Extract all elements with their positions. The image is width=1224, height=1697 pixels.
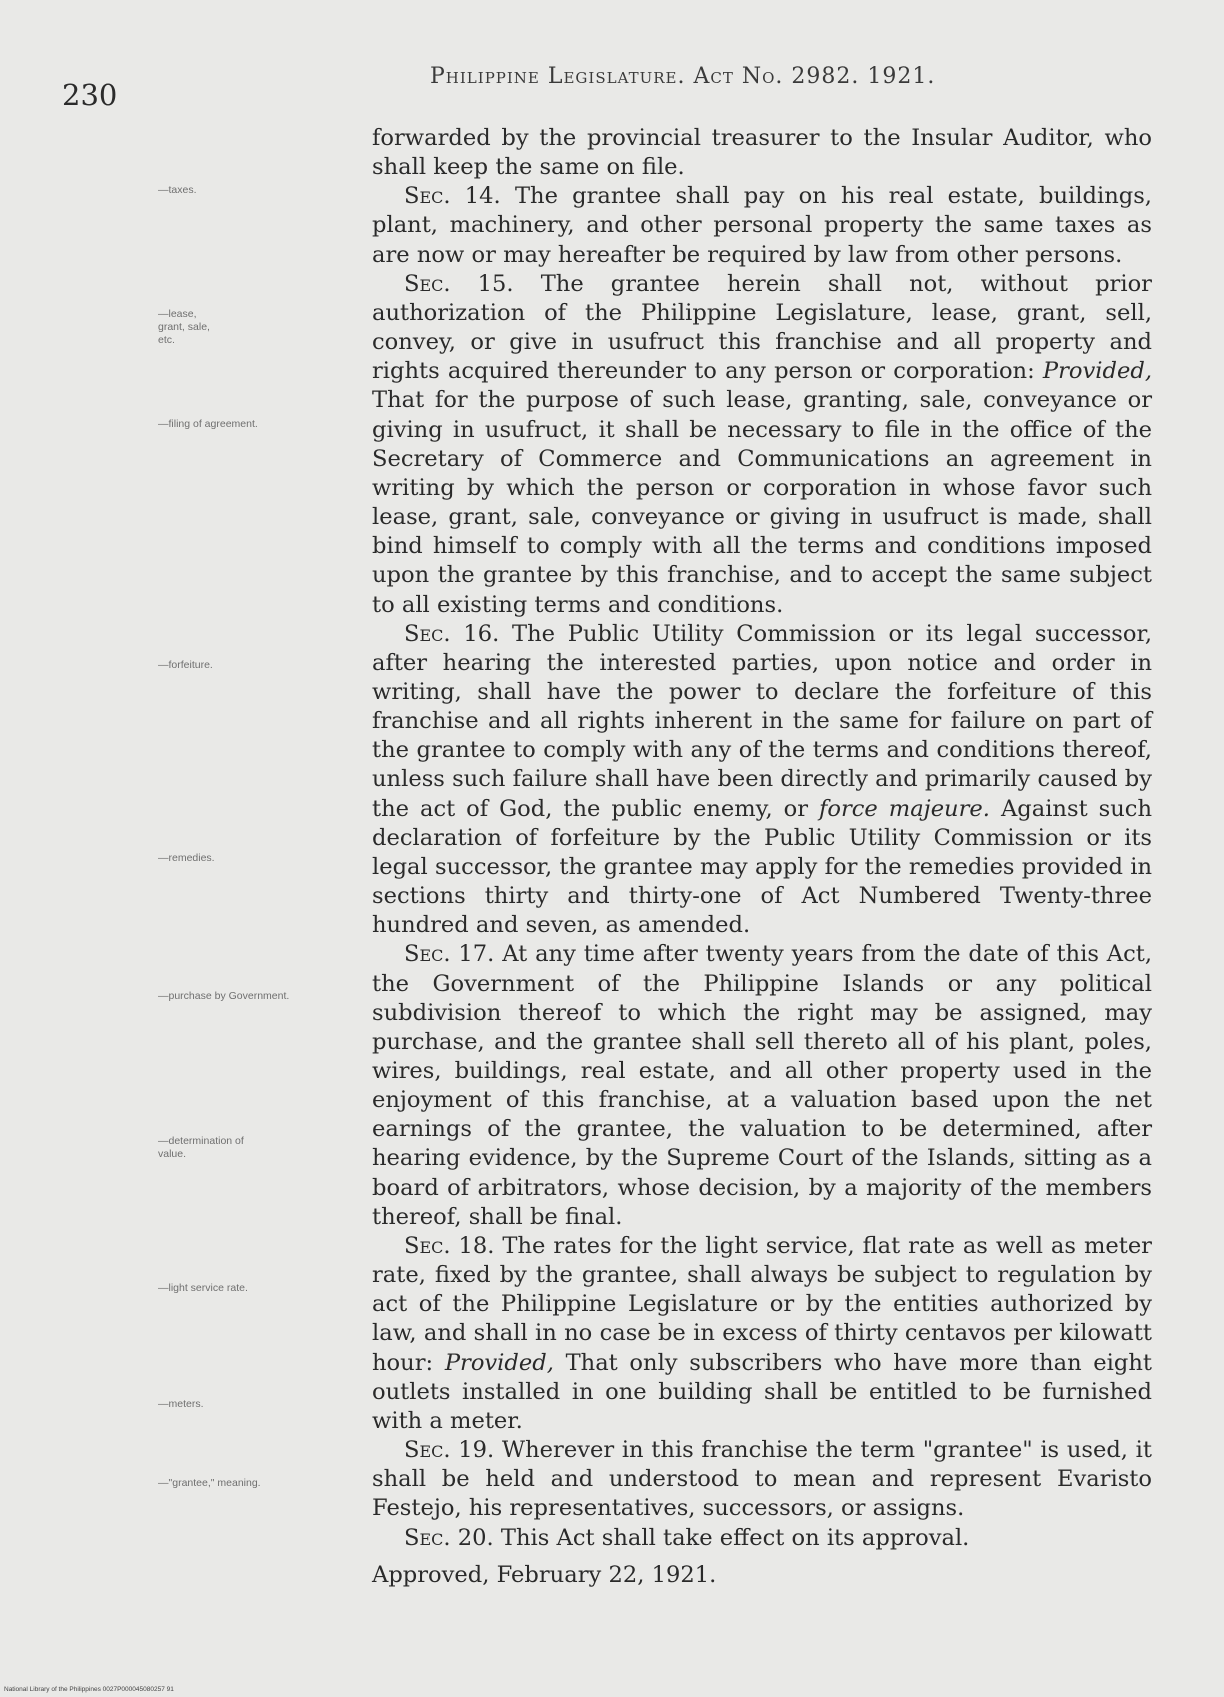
page-number: 230 [62,78,118,112]
section-text: Against such declaration of forfeiture by the Public Utility Commission or its legal successor, the grantee may apply for the remedies provided in sections thirty and thirty-one of Act Numbered Twenty-three hundred and seven, as amended. [372,795,1152,939]
running-head: Philippine Legislature. Act No. 2982. 1921. [430,64,936,89]
section-text: The grantee shall pay on his real estate, buildings, plant, machinery, and other personal property the same taxes as are now or may hereafter be required by law from other persons. [372,183,1152,268]
margin-note-forfeiture: —forfeiture. [158,659,213,671]
section-16 [372,620,1152,941]
margin-note-meters: —meters. [158,1398,204,1410]
margin-note-determination: —determination of value. [158,1135,244,1160]
section-18 [372,1232,1152,1436]
paragraph-continuation: forwarded by the provincial treasurer to the Insular Auditor, who shall keep the same on file. [372,125,1152,181]
section-text: The Public Utility Commission or its legal successor, after hearing the interested parties, upon notice and order in writing, shall have the power to declare the forfeiture of this franchise and all rights inherent in the same for failure on part of the grantee to comply with any of the terms and conditions thereof, unless such failure shall have been directly and primarily caused by the act of God, the public enemy, or [372,620,1153,822]
act-text [372,124,1152,1590]
section-text: The rates for the light service, flat rate as well as meter rate, fixed by the grantee, shall always be subject to regulation by act of the Philippine Legislature or by the entities authorized by law, and shall in no case be in excess of thirty centavos per kilowatt hour: [372,1232,1152,1376]
section-text: That for the purpose of such lease, granting, sale, conveyance or giving in usufruct, it shall be necessary to file in the office of the Secretary of Commerce and Communications an agreement in writing by which the person or corporation in whose favor such lease, grant, sale, conveyance or giving in usufruct is made, shall bind himself to comply with all the terms and conditions imposed upon the grantee by this franchise, and to accept the same subject to all existing terms and conditions. [372,387,1152,618]
approval-date: Approved, February 22, 1921. [372,1561,717,1588]
section-19 [372,1436,1152,1523]
margin-note-light-rate: —light service rate. [158,1282,248,1294]
section-number: Sec. 19. [404,1437,495,1464]
scan-footer-note: National Library of the Philippines 0027P000045080257 91 [4,1686,174,1693]
proviso-keyword: Provided, [444,1349,554,1376]
section-text: That only subscribers who have more than eight outlets installed in one building shall be entitled to be furnished with a meter. [372,1349,1152,1434]
proviso-keyword: Provided, [1042,358,1152,385]
margin-note-grantee-meaning: —"grantee," meaning. [158,1477,261,1489]
margin-note-filing: —filing of agreement. [158,418,258,430]
section-number: Sec. 20. [404,1524,494,1551]
margin-note-lease: —lease, grant, sale, etc. [158,308,210,346]
section-text: This Act shall take effect on its approval. [493,1524,970,1551]
margin-note-purchase: —purchase by Government. [158,990,290,1002]
section-text: Wherever in this franchise the term "grantee" is used, it shall be held and understood to mean and represent Evaristo Festejo, his representatives, successors, or assigns. [372,1437,1152,1522]
section-number: Sec. 16. [404,620,500,647]
section-20 [372,1524,1152,1553]
section-text: At any time after twenty years from the date of this Act, the Government of the Philippine Islands or any political subdivision thereof to which the right may be assigned, may purchase, and the grantee shall sell thereto all of his plant, poles, wires, buildings, real estate, and all other property used in the enjoyment of this franchise, at a valuation based upon the net earnings of the grantee, the valuation to be determined, after hearing evidence, by the Supreme Court of the Islands, sitting as a board of arbitrators, whose decision, by a majority of the members thereof, shall be final. [372,941,1152,1230]
section-text: The grantee herein shall not, without prior authorization of the Philippine Legislature, lease, grant, sell, convey, or give in usufruct this franchise and all property and rights acquired thereunder to any person or corporation: [372,270,1152,385]
italic-phrase: force majeure. [819,795,990,822]
section-number: Sec. 18. [404,1232,495,1259]
margin-note-taxes: —taxes. [158,184,197,196]
section-14 [372,182,1152,269]
section-number: Sec. 14. [404,183,501,210]
section-number: Sec. 17. [404,941,495,968]
section-15 [372,270,1152,620]
section-number: Sec. 15. [404,270,514,297]
section-17 [372,940,1152,1232]
margin-note-remedies: —remedies. [158,852,215,864]
